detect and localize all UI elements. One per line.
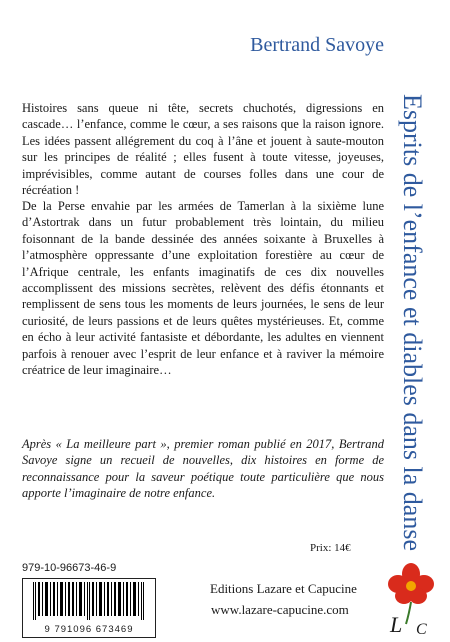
svg-text:L: L (390, 612, 403, 637)
svg-text:C: C (416, 621, 427, 638)
barcode-bars (33, 582, 145, 620)
author-bio-paragraph: Après « La meilleure part », premier roman publié en 2017, Bertrand Savoye signe un recueil de nouvelles, dix histoires en forme de reconnaissance pour la saveur poétique toute particulière que nous apporte l’imaginaire de notre enfance. (22, 437, 384, 501)
blurb-paragraph-2: De la Perse envahie par les armées de Tamerlan à la sixième lune d’Astortrak dans un futur probablement très lointain, du milieu foisonnant de la bande dessinée des années soixante à Bruxelles à l’atmosphère oppressante d’une exploitation forestière au cœur de l’Afrique centrale, les enfants imaginatifs de ces dix nouvelles accomplissent des missions secrètes, relèvent des défis étonnants et remplissent de sens tous les moments de leurs journées, le sens de leur curiosité, de leurs passions et de leurs quêtes mystérieuses. Et, comme en écho à leur activité fantasiste et débordante, les adultes en viennent parfois à renouer avec l’esprit de leur enfance et à raviver la mémoire créatrice de leur imaginaire… (22, 199, 384, 378)
publisher-name: Editions Lazare et Capucine (210, 581, 357, 596)
publisher-url: www.lazare-capucine.com (211, 602, 349, 617)
publisher-logo-flower-icon (378, 562, 444, 638)
vertical-book-title: Esprits de l’enfance et diables dans la danse (398, 94, 427, 551)
isbn-number: 979-10-96673-46-9 (22, 562, 117, 574)
price-label: Prix: 14€ (310, 542, 351, 554)
barcode (22, 578, 156, 638)
barcode-digits: 9 791096 673469 (44, 624, 134, 635)
blurb-paragraph-1: Histoires sans queue ni tête, secrets chuchotés, digressions en cascade… l’enfance, comme le cœur, a ses raisons que la raison ignore. Les idées passent allégrement du coq à l’âne et jouent à saute-mouton sur les principes de réalité ; elles fusent à toute vitesse, joyeuses, imprévisibles, comme autant de courses folles dans une cour de récréation ! (22, 101, 384, 198)
author-name: Bertrand Savoye (250, 34, 384, 56)
